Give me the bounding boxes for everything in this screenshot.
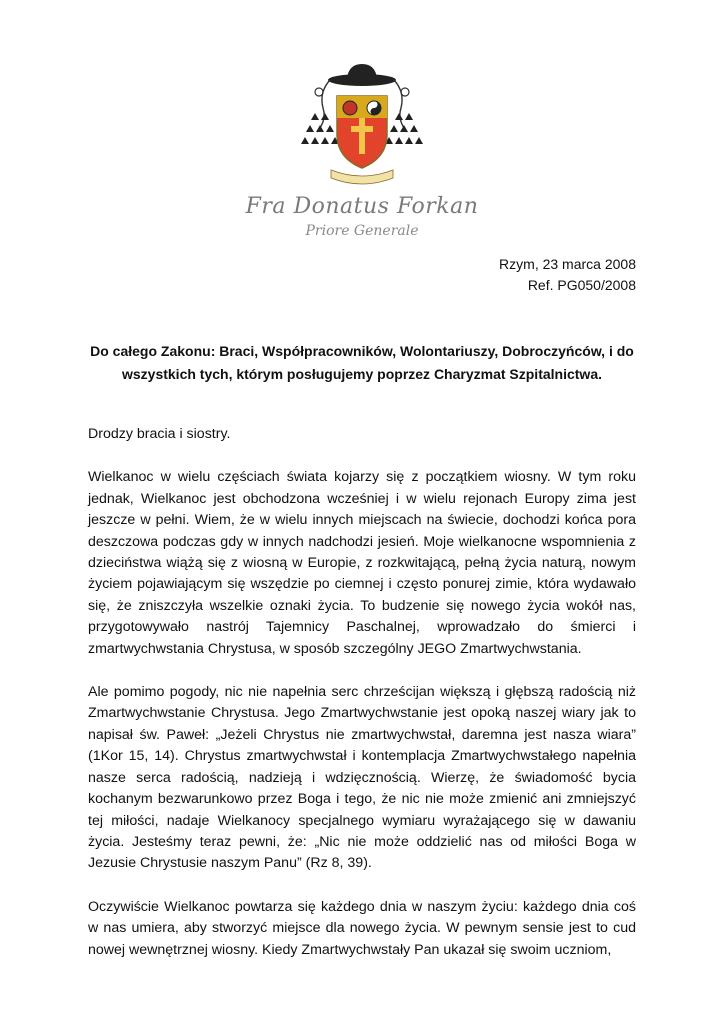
letter-meta bbox=[499, 254, 636, 296]
place-date: Rzym, 23 marca 2008 bbox=[499, 256, 636, 272]
paragraph: Oczywiście Wielkanoc powtarza się każdego dnia w naszym życiu: każdego dnia coś w nas umiera, aby stworzyć miejsce dla nowego życia. W pewnym sensie jest to cud nowej wewnętrznej wiosny. Kiedy Zmartwychwstały Pan ukazał się swoim uczniom, bbox=[88, 898, 636, 958]
signatory-title: Priore Generale bbox=[305, 223, 419, 239]
reference-number: Ref. PG050/2008 bbox=[527, 277, 636, 293]
letter-heading: Do całego Zakonu: Braci, Współpracowników, Wolontariuszy, Dobroczyńców, i do wszystkich tych, którym posługujemy poprzez Charyzmat Szpitalnictwa. bbox=[90, 343, 634, 382]
paragraph: Wielkanoc w wielu częściach świata kojarzy się z początkiem wiosny. W tym roku jednak, Wielkanoc jest obchodzona wcześniej i w wielu rejonach Europy zima jest jeszcze w pełni. Wiem, że w wielu innych miejscach na świecie, dochodzi końca pora deszczowa podczas gdy w innych nadchodzi jesień. Moje wielkanocne wspomnienia z dzieciństwa wiążą się z wiosną w Europie, z rozkwitającą, pełną życia naturą, nowym życiem pojawiającym się wszędzie po ciemnej i często ponurej zimie, która wydawało się, że zniszczyła wszelkie oznaki życia. To budzenie się nowego życia wokół nas, przygotowywało nastrój Tajemnicy Paschalnej, wprowadzało do śmierci i zmartwychwstania Chrystusa, w sposób szczególny JEGO Zmartwychwstania. bbox=[88, 469, 636, 657]
coat-of-arms-icon bbox=[297, 62, 427, 192]
signatory-name: Fra Donatus Forkan bbox=[245, 194, 479, 219]
paragraph: Ale pomimo pogody, nic nie napełnia serc chrześcijan większą i głębszą radością niż Zmartwychwstanie Chrystusa. Jego Zmartwychwstanie jest opoką naszej wiary jak to napisał św. Paweł: „Jeżeli Chrystus nie zmartwychwstał, daremna jest nasza wiara” (1Kor 15, 14). Chrystus zmartwychwstał i kontemplacja Zmartwychwstałego napełnia nasze serca radością, nadzieją i wdzięcznością. Wierzę, że świadomość bycia kochanym bezwarunkowo przez Boga i tego, że nic nie może zmienić ani zmniejszyć tej miłości, nadaje Wielkanocy specjalnego wymiaru wyrażającego się w dawaniu życia. Jesteśmy teraz pewni, że: „Nic nie może oddzielić nas od miłości Boga w Jezusie Chrystusie naszym Panu” (Rz 8, 39). bbox=[88, 684, 636, 872]
letter-body bbox=[88, 424, 636, 983]
greeting: Drodzy bracia i siostry. bbox=[88, 426, 231, 442]
letterhead bbox=[0, 62, 724, 239]
